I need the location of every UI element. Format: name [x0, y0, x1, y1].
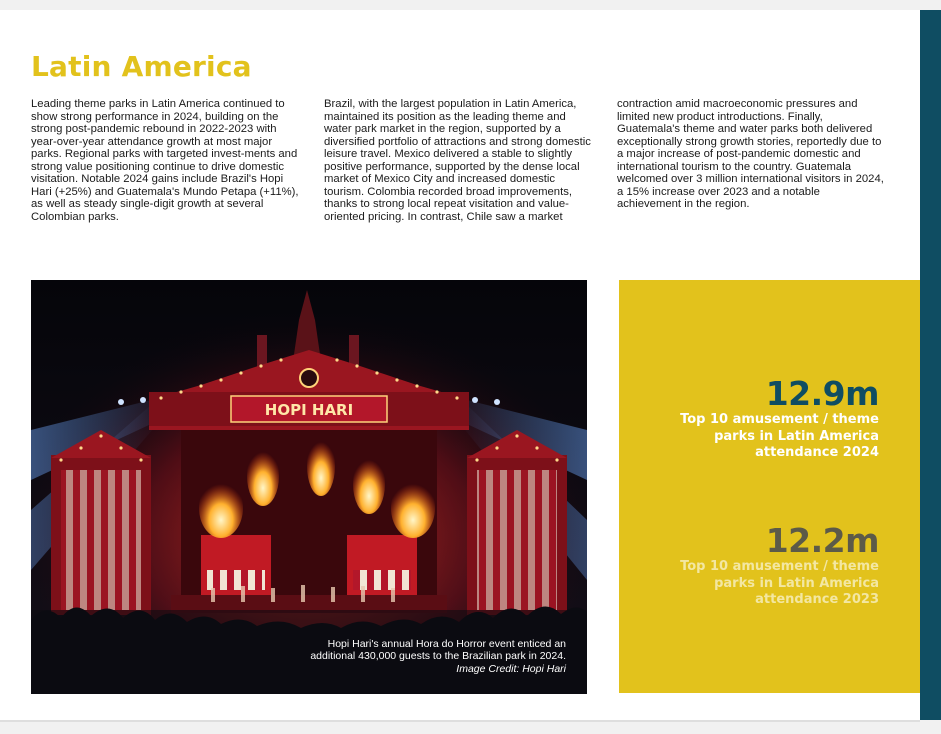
- stage-sign-text: HOPI HARI: [264, 401, 354, 419]
- page-bottom-border: [0, 720, 920, 722]
- body-column-3: contraction amid macroeconomic pressures and limited new product introductions. Finally, Guatemala's theme and water parks both delivered exceptionally strong growth stories, reportedly due to a major increase of post-pandemic domestic and international tourism to the country. Guatemala welcomed over 3 million international visitors in 2024, a 15% increase over 2023 and a notable achievement in the region.: [617, 98, 884, 210]
- event-photo: [31, 280, 587, 694]
- caption-line-1: Hopi Hari's annual Hora do Horror event enticed an: [327, 637, 566, 650]
- caption-line-2: additional 430,000 guests to the Brazilian park in 2024.: [310, 650, 566, 662]
- body-column-2: Brazil, with the largest population in Latin America, maintained its position as the leading theme and water park market in the region, supported by a diversified portfolio of attractions and strong domestic leisure travel. Mexico delivered a stable to slightly positive performance, supported by the dense local market of Mexico City and increased domestic tourism. Colombia recorded broad improvements, thanks to strong local repeat visitation and value-oriented pricing. In contrast, Chile saw a market: [324, 98, 591, 223]
- section-title: Latin America: [31, 50, 252, 83]
- image-credit: Image Credit: Hopi Hari: [456, 662, 566, 675]
- stat-2024-value: 12.9m: [765, 374, 879, 413]
- stat-2023-label: Top 10 amusement / theme parks in Latin America attendance 2023: [680, 559, 879, 607]
- stat-2024-label: Top 10 amusement / theme parks in Latin America attendance 2024: [680, 412, 879, 460]
- stat-2024: [669, 376, 879, 462]
- page-edge-bar: [920, 10, 941, 720]
- photo-caption: [310, 638, 566, 676]
- stat-2023: [669, 523, 879, 609]
- stage-illustration: [31, 280, 587, 694]
- stats-panel: [619, 280, 920, 693]
- stat-2023-value: 12.2m: [765, 521, 879, 560]
- body-column-1: Leading theme parks in Latin America continued to show strong performance in 2024, building on the strong post-pandemic rebound in 2022-2023 with year-over-year attendance growth at most major parks. Regional parks with targeted invest-ments and strong value positioning continue to drive domestic visitation. Notable 2024 gains include Brazil's Hopi Hari (+25%) and Guatemala's Mundo Petapa (+11%), as well as steady single-digit growth at several Colombian parks.: [31, 98, 299, 223]
